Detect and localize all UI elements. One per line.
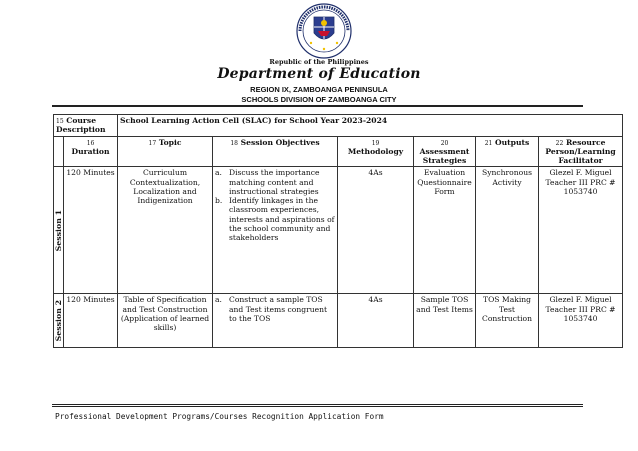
header-duration: 16 Duration	[64, 136, 118, 167]
department-heading: Department of Education	[217, 66, 421, 82]
division-heading: SCHOOLS DIVISION OF ZAMBOANGA CITY	[241, 95, 397, 104]
session-label: Session 2	[54, 300, 63, 342]
field-number: 15	[56, 118, 64, 125]
session-label-cell	[54, 167, 64, 294]
header-objectives: 18 Session Objectives	[213, 136, 338, 167]
footer-divider	[52, 404, 583, 407]
topic-cell: Curriculum Contextualization, Localization and Indigenization	[118, 167, 213, 294]
objective-item: b. Identify linkages in the classroom experiences, interests and aspirations of the school community and stakeholders	[215, 196, 335, 243]
table-row	[54, 167, 623, 294]
header-assessment: 20 Assessment Strategies	[414, 136, 476, 167]
outputs-cell: TOS Making Test Construction	[476, 294, 539, 348]
course-description-label: Course Description	[56, 116, 106, 135]
assessment-cell: Evaluation Questionnaire Form	[414, 167, 476, 294]
slac-form-table	[53, 114, 623, 348]
session-label-cell	[54, 294, 64, 348]
course-description-value: School Learning Action Cell (SLAC) for School Year 2023-2024	[118, 115, 623, 137]
column-header-row	[54, 136, 623, 167]
course-description-row	[54, 115, 623, 137]
header-methodology: 19 Methodology	[338, 136, 414, 167]
header-facilitator: 22 Resource Person/Learning Facilitator	[539, 136, 623, 167]
session-label: Session 1	[54, 209, 63, 252]
methodology-cell: 4As	[338, 294, 414, 348]
objective-item: a. Discuss the importance matching content and instructional strategies	[215, 168, 320, 196]
outputs-cell: Synchronous Activity	[476, 167, 539, 294]
objectives-cell	[213, 294, 338, 348]
course-description-label-cell	[54, 115, 118, 137]
facilitator-cell: Glezel F. Miguel Teacher III PRC # 1053740	[539, 294, 623, 348]
table-row	[54, 294, 623, 348]
region-heading: REGION IX, ZAMBOANGA PENINSULA	[250, 85, 388, 94]
header-outputs: 21 Outputs	[476, 136, 539, 167]
objective-item: a. Construct a sample TOS and Test items congruent to the TOS	[215, 295, 328, 323]
topic-cell: Table of Specification and Test Construction (Application of learned skills)	[118, 294, 213, 348]
duration-cell: 120 Minutes	[64, 167, 118, 294]
deped-seal-icon	[296, 3, 352, 59]
session-header-cell	[54, 136, 64, 167]
footer-text: Professional Development Programs/Courses Recognition Application Form	[55, 412, 384, 421]
facilitator-cell: Glezel F. Miguel Teacher III PRC # 1053740	[539, 167, 623, 294]
methodology-cell: 4As	[338, 167, 414, 294]
republic-heading: Republic of the Philippines	[269, 58, 369, 66]
objectives-cell	[213, 167, 338, 294]
duration-cell: 120 Minutes	[64, 294, 118, 348]
header-divider	[52, 105, 583, 107]
assessment-cell: Sample TOS and Test Items	[414, 294, 476, 348]
header-topic: 17 Topic	[118, 136, 213, 167]
